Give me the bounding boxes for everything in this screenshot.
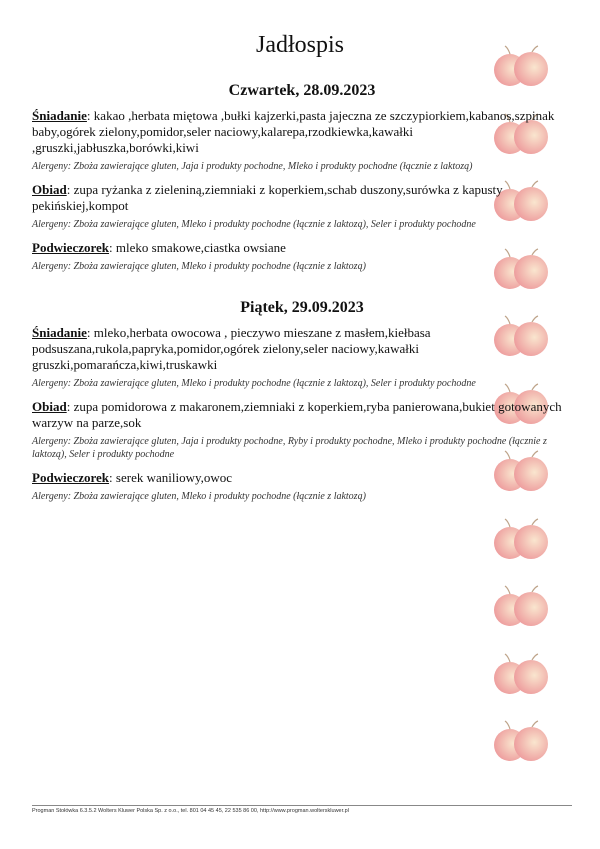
meal-snack xyxy=(32,240,572,273)
meal-text xyxy=(32,108,572,156)
apple-icon xyxy=(491,652,551,696)
meal-text xyxy=(32,182,572,214)
allergens-note: Alergeny: Zboża zawierające gluten, Mleko i produkty pochodne (łącznie z laktozą), Seler i produkty pochodne xyxy=(32,219,476,230)
meal-description: mleko smakowe,ciastka owsiane xyxy=(112,240,286,255)
meal-lunch xyxy=(32,182,572,231)
meal-description: zupa pomidorowa z makaronem,ziemniaki z koperkiem,ryba panierowana,bukiet gotowanych warzyw na parze,sok xyxy=(32,399,562,430)
apple-icon xyxy=(491,719,551,763)
meal-colon: : xyxy=(86,108,91,123)
day-title: Czwartek, 28.09.2023 xyxy=(228,82,376,99)
meal-description: serek waniliowy,owoc xyxy=(112,470,233,485)
meal-text xyxy=(32,399,572,431)
footer-text: Progman Stołówka 6.3.5.2 Wolters Kluwer Polska Sp. z o.o., tel. 801 04 45 45, 22 535 86 00, http://www.progman.wolterskluwer.pl xyxy=(32,808,349,814)
meal-colon: : xyxy=(66,182,71,197)
allergens-note: Alergeny: Zboża zawierające gluten, Jaja i produkty pochodne, Mleko i produkty pochodne (łącznie z laktozą) xyxy=(32,161,473,172)
meal-lunch xyxy=(32,399,572,461)
menu-content xyxy=(32,82,572,529)
meal-description: kakao ,herbata miętowa ,bułki kajzerki,pasta jajeczna ze szczypiorkiem,kabanos,szpinak baby,ogórek zielony,pomidor,seler naciowy,kalarepa,rzodkiewka,kawałki ,gruszki,jabłuszka,borówki,kiwi xyxy=(32,108,555,155)
meal-name: Obiad xyxy=(32,182,67,197)
meal-colon: : xyxy=(86,325,91,340)
allergens-note: Alergeny: Zboża zawierające gluten, Jaja i produkty pochodne, Ryby i produkty pochodne, Mleko i produkty pochodne (łącznie z laktozą), Seler i produkty pochodne xyxy=(32,436,547,460)
day-title: Piątek, 29.09.2023 xyxy=(240,299,364,316)
meal-name: Podwieczorek xyxy=(32,470,110,485)
day-thursday xyxy=(32,82,572,273)
meal-breakfast xyxy=(32,325,572,390)
meal-text xyxy=(32,240,572,256)
meal-text xyxy=(32,470,572,486)
page-title: Jadłospis xyxy=(255,32,344,58)
meal-name: Podwieczorek xyxy=(32,240,110,255)
meal-colon: : xyxy=(109,240,113,255)
meal-name: Śniadanie xyxy=(32,325,87,340)
footer-divider xyxy=(32,805,572,806)
allergens-note: Alergeny: Zboża zawierające gluten, Mleko i produkty pochodne (łącznie z laktozą), Seler i produkty pochodne xyxy=(32,378,476,389)
meal-breakfast xyxy=(32,108,572,173)
meal-name: Śniadanie xyxy=(32,108,87,123)
day-friday xyxy=(32,299,572,503)
allergens-note: Alergeny: Zboża zawierające gluten, Mleko i produkty pochodne (łącznie z laktozą) xyxy=(32,261,366,272)
meal-snack xyxy=(32,470,572,503)
meal-name: Obiad xyxy=(32,399,67,414)
allergens-note: Alergeny: Zboża zawierające gluten, Mleko i produkty pochodne (łącznie z laktozą) xyxy=(32,491,366,502)
meal-text xyxy=(32,325,572,373)
meal-colon: : xyxy=(66,399,71,414)
meal-description: zupa ryżanka z zieleniną,ziemniaki z koperkiem,schab duszony,surówka z kapusty pekińskiej,kompot xyxy=(32,182,503,213)
meal-colon: : xyxy=(109,470,113,485)
meal-description: mleko,herbata owocowa , pieczywo mieszane z masłem,kiełbasa podsuszana,rukola,papryka,pomidor,ogórek zielony,seler naciowy,kawałki gruszki,pomarańcza,kiwi,truskawki xyxy=(32,325,431,372)
apple-icon xyxy=(491,584,551,628)
